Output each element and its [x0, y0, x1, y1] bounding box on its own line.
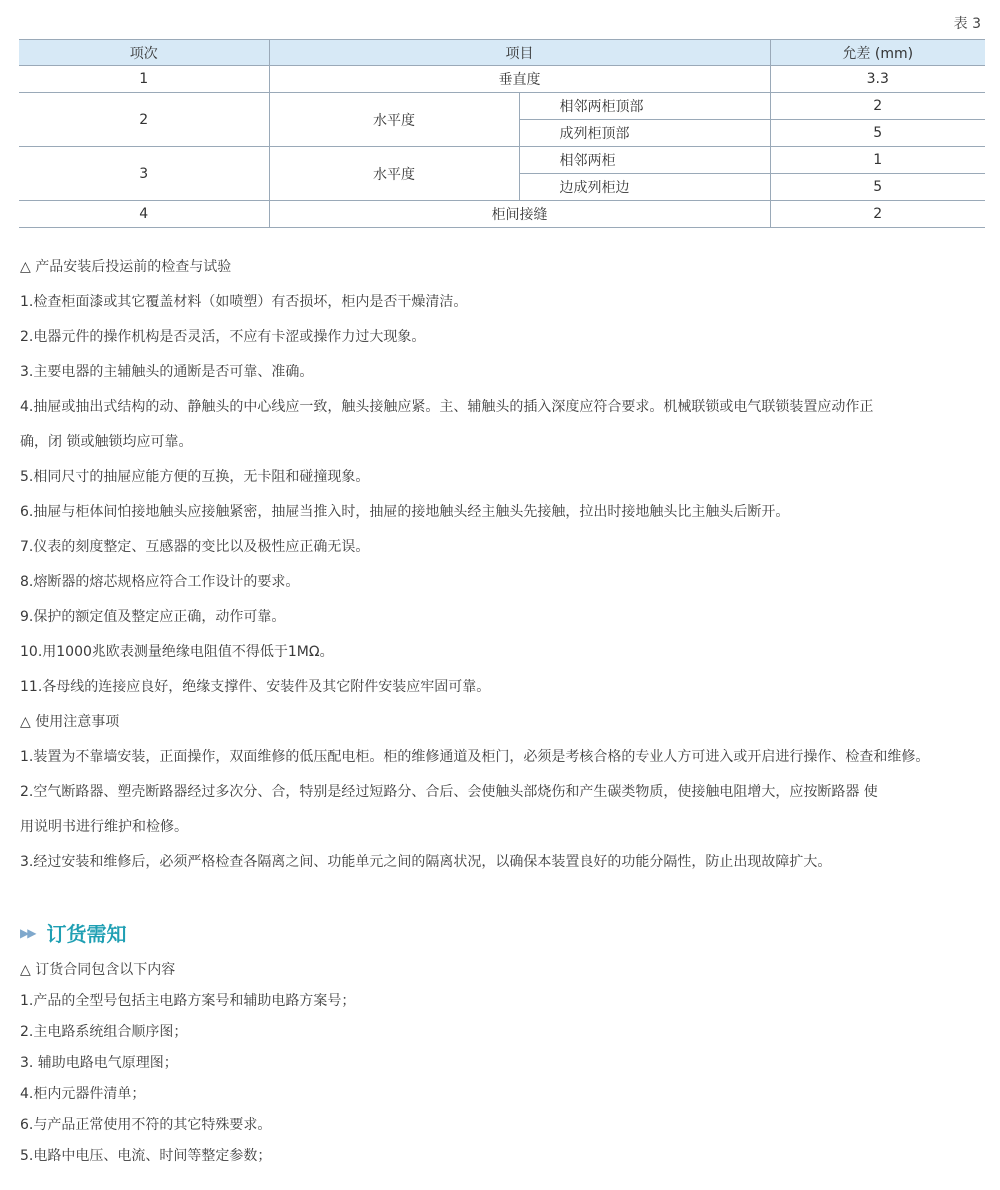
- inspection-item: 9.保护的额定值及整定应正确，动作可靠。: [20, 609, 286, 625]
- order-item: 2.主电路系统组合顺序图；: [20, 1024, 188, 1040]
- usage-item: 1.装置为不靠墙安装，正面操作，双面维修的低压配电柜。柜的维修通道及柜门，必须是考核合格的专业人方可进入或开启进行操作、检查和维修。: [20, 749, 930, 765]
- row-item: 水平度: [269, 93, 519, 147]
- row-number: 4: [19, 201, 269, 228]
- table-caption: 表 3: [953, 16, 981, 32]
- row-value: 1: [770, 147, 985, 174]
- inspection-item: 5.相同尺寸的抽屉应能方便的互换，无卡阻和碰撞现象。: [20, 469, 370, 485]
- table-row: [19, 201, 985, 228]
- order-heading: △ 订货合同包含以下内容: [20, 962, 176, 978]
- header-no: 项次: [19, 40, 269, 66]
- usage-item: 3.经过安装和维修后，必须严格检查各隔离之间、功能单元之间的隔离状况，以确保本装置良好的功能分隔性，防止出现故障扩大。: [20, 854, 832, 870]
- row-value: 2: [770, 201, 985, 228]
- row-number: 2: [19, 93, 269, 147]
- header-item: 项目: [269, 40, 770, 66]
- table-row: [19, 66, 985, 93]
- row-value: 3.3: [770, 66, 985, 93]
- inspection-item: 6.抽屉与柜体间怕接地触头应接触紧密，抽屉当推入时，抽屉的接地触头经主触头先接触，拉出时接地触头比主触头后断开。: [20, 504, 790, 520]
- row-number: 3: [19, 147, 269, 201]
- row-item: 柜间接缝: [269, 201, 770, 228]
- usage-heading: △ 使用注意事项: [20, 714, 120, 730]
- inspection-item: 7.仪表的刻度整定、互感器的变比以及极性应正确无误。: [20, 539, 370, 555]
- inspection-item: 8.熔断器的熔芯规格应符合工作设计的要求。: [20, 574, 300, 590]
- inspection-item: 1.检查柜面漆或其它覆盖材料（如喷塑）有否损坏，柜内是否干燥清洁。: [20, 294, 468, 310]
- order-section-title: 订货需知: [46, 922, 127, 946]
- order-item: 3. 辅助电路电气原理图；: [20, 1055, 178, 1071]
- table-row: [19, 147, 985, 174]
- row-subitem: 边成列柜边: [519, 174, 770, 201]
- inspection-item: 10.用1000兆欧表测量绝缘电阻值不得低于1MΩ。: [20, 644, 334, 660]
- order-item: 4.柜内元器件清单；: [20, 1086, 146, 1102]
- usage-item: 用说明书进行维护和检修。: [20, 819, 188, 835]
- row-value: 2: [770, 93, 985, 120]
- order-section: [20, 955, 980, 1172]
- table-row: [19, 93, 985, 120]
- usage-item: 2.空气断路器、塑壳断路器经过多次分、合，特别是经过短路分、合后、会使触头部烧伤和产生碳类物质，使接触电阻增大，应按断路器 使: [20, 784, 878, 800]
- inspection-item: 2.电器元件的操作机构是否灵活，不应有卡涩或操作力过大现象。: [20, 329, 426, 345]
- row-subitem: 相邻两柜: [519, 147, 770, 174]
- double-arrow-icon: ▶▶: [20, 925, 35, 940]
- instructions-section: [20, 250, 990, 880]
- row-item: 水平度: [269, 147, 519, 201]
- inspection-heading: △ 产品安装后投运前的检查与试验: [20, 259, 232, 275]
- header-tolerance: 允差 (mm): [770, 40, 985, 66]
- inspection-item: 11.各母线的连接应良好，绝缘支撑件、安装件及其它附件安装应牢固可靠。: [20, 679, 491, 695]
- inspection-item: 确，闭 锁或触锁均应可靠。: [20, 434, 193, 450]
- inspection-item: 3.主要电器的主辅触头的通断是否可靠、准确。: [20, 364, 314, 380]
- inspection-item: 4.抽屉或抽出式结构的动、静触头的中心线应一致，触头接触应紧。主、辅触头的插入深度应符合要求。机械联锁或电气联锁装置应动作正: [20, 399, 874, 415]
- row-number: 1: [19, 66, 269, 93]
- row-subitem: 成列柜顶部: [519, 120, 770, 147]
- order-section-header: [20, 918, 126, 947]
- row-value: 5: [770, 174, 985, 201]
- row-value: 5: [770, 120, 985, 147]
- order-item: 6.与产品正常使用不符的其它特殊要求。: [20, 1117, 272, 1133]
- row-subitem: 相邻两柜顶部: [519, 93, 770, 120]
- row-item: 垂直度: [269, 66, 770, 93]
- order-item: 1.产品的全型号包括主电路方案号和辅助电路方案号；: [20, 993, 356, 1009]
- tolerance-table: [19, 39, 985, 228]
- table-header-row: [19, 40, 985, 66]
- order-item: 5.电路中电压、电流、时间等整定参数；: [20, 1148, 272, 1164]
